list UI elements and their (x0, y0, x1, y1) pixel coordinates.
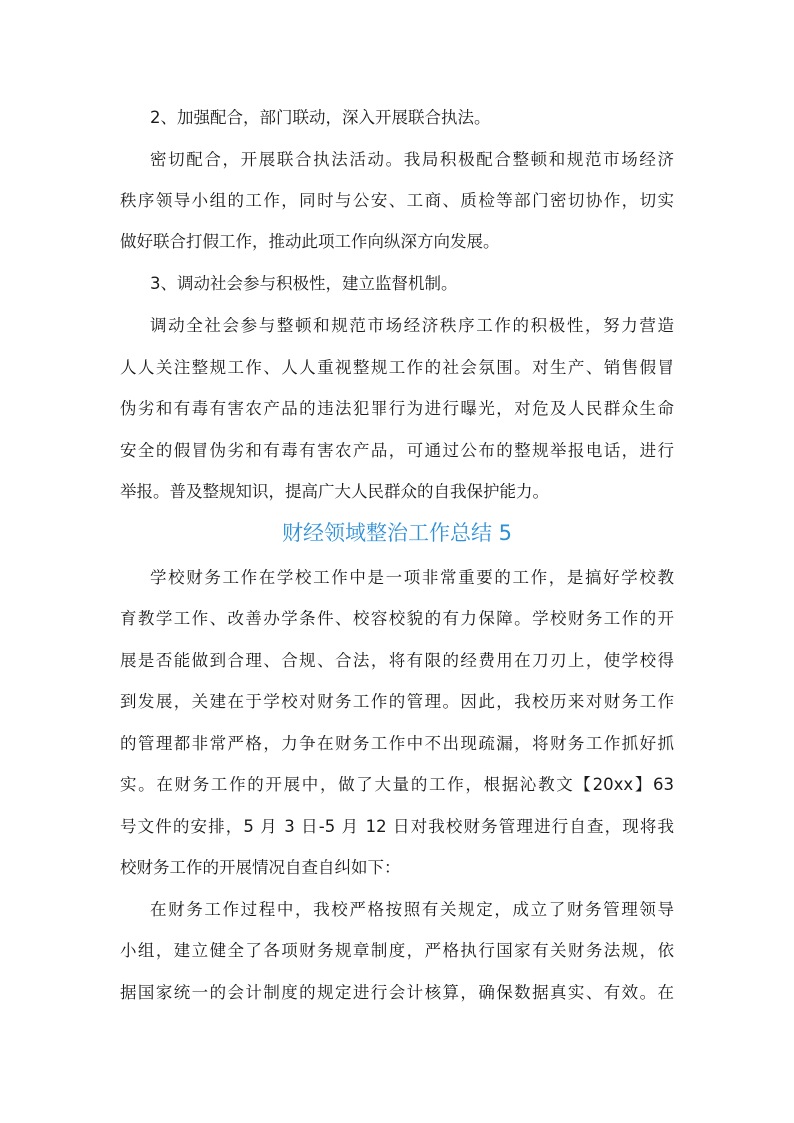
paragraph-5-line-4: 到发展，关建在于学校对财务工作的管理。因此，我校历来对财务工作 (120, 692, 674, 711)
paragraph-5-line-7: 号文件的安排，5 月 3 日-5 月 12 日对我校财务管理进行自查，现将我 (120, 817, 674, 836)
paragraph-4-line-2: 人人关注整规工作、人人重视整规工作的社会氛围。对生产、销售假冒 (120, 358, 674, 377)
paragraph-5-line-8: 校财务工作的开展情况自查自纠如下： (120, 858, 401, 877)
paragraph-4-line-4: 安全的假冒伪劣和有毒有害农产品，可通过公布的整规举报电话，进行 (120, 441, 674, 460)
paragraph-1-line-1: 2、加强配合，部门联动，深入开展联合执法。 (150, 108, 491, 127)
paragraph-5-line-2: 育教学工作、改善办学条件、校容校貌的有力保障。学校财务工作的开 (120, 609, 674, 628)
paragraph-6-line-3: 据国家统一的会计制度的规定进行会计核算，确保数据真实、有效。在 (120, 983, 674, 1002)
paragraph-5-line-5: 的管理都非常严格，力争在财务工作中不出现疏漏，将财务工作抓好抓 (120, 734, 674, 753)
paragraph-4-line-5: 举报。普及整规知识，提高广大人民群众的自我保护能力。 (120, 482, 549, 501)
paragraph-2-line-1: 密切配合，开展联合执法活动。我局积极配合整顿和规范市场经济 (150, 150, 674, 169)
paragraph-5-line-6: 实。在财务工作的开展中，做了大量的工作，根据沁教文【20xx】63 (120, 775, 674, 794)
paragraph-2-line-3: 做好联合打假工作，推动此项工作向纵深方向发展。 (120, 232, 500, 251)
paragraph-5-line-1: 学校财务工作在学校工作中是一项非常重要的工作，是搞好学校教 (150, 568, 674, 587)
paragraph-4-line-3: 伪劣和有毒有害农产品的违法犯罪行为进行曝光，对危及人民群众生命 (120, 399, 674, 418)
section-heading: 财经领域整治工作总结 5 (281, 521, 513, 545)
paragraph-5-line-3: 展是否能做到合理、合规、合法，将有限的经费用在刀刃上，使学校得 (120, 651, 674, 670)
paragraph-6-line-2: 小组，建立健全了各项财务规章制度，严格执行国家有关财务法规，依 (120, 941, 674, 960)
paragraph-4-line-1: 调动全社会参与整顿和规范市场经济秩序工作的积极性，努力营造 (150, 316, 674, 335)
paragraph-2-line-2: 秩序领导小组的工作，同时与公安、工商、质检等部门密切协作，切实 (120, 191, 674, 210)
paragraph-6-line-1: 在财务工作过程中，我校严格按照有关规定，成立了财务管理领导 (150, 900, 674, 919)
paragraph-3-line-1: 3、调动社会参与积极性，建立监督机制。 (150, 274, 458, 293)
